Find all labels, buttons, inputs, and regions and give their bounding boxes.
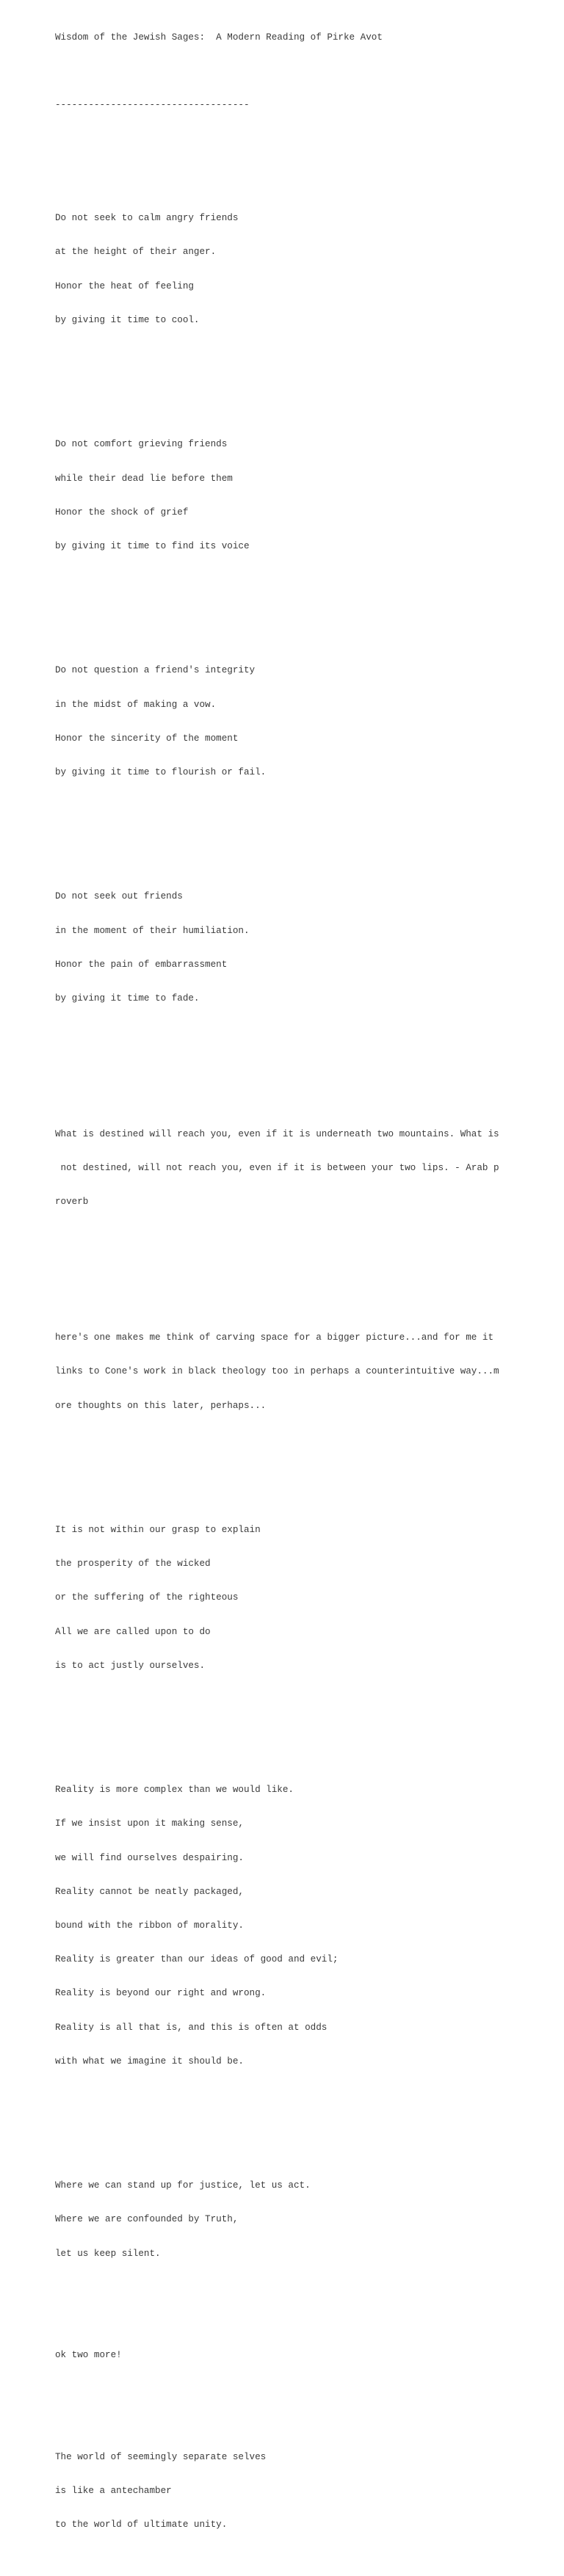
verse-line: Do not comfort grieving friends	[55, 439, 228, 450]
document-title: Wisdom of the Jewish Sages: A Modern Reading of Pirke Avot	[55, 32, 383, 43]
blank-line	[55, 1253, 503, 1276]
blank-line	[55, 2384, 503, 2395]
verse-line: to the world of ultimate unity.	[55, 2519, 228, 2530]
verse-line: If we insist upon it making sense,	[55, 1818, 244, 1829]
note-line: ok two more!	[55, 2350, 122, 2361]
verse-line: Do not seek out friends	[55, 891, 183, 902]
verse-line: while their dead lie before them	[55, 473, 233, 484]
prose-line: What is destined will reach you, even if it is underneath two mountains. What is	[55, 1128, 499, 1139]
verse-line: at the height of their anger.	[55, 247, 217, 258]
verse-line: Honor the shock of grief	[55, 507, 189, 518]
verse-line: by giving it time to fade.	[55, 993, 200, 1004]
verse-line: in the moment of their humiliation.	[55, 925, 250, 936]
verse-line: let us keep silent.	[55, 2248, 161, 2259]
stanza-unity	[55, 2429, 503, 2553]
stanza-act-justly	[55, 1502, 503, 1694]
blank-line	[55, 371, 503, 382]
verse-line: Reality is all that is, and this is often at odds	[55, 2022, 328, 2033]
verse-line: with what we imagine it should be.	[55, 2056, 244, 2067]
prose-line: links to Cone's work in black theology too in perhaps a counterintuitive way...m	[55, 1366, 499, 1377]
stanza-justice	[55, 2158, 503, 2282]
verse-line: Honor the pain of embarrassment	[55, 959, 228, 970]
verse-line: in the midst of making a vow.	[55, 699, 217, 710]
verse-line: by giving it time to find its voice	[55, 540, 250, 551]
arab-proverb	[55, 1106, 503, 1230]
verse-line: Reality cannot be neatly packaged,	[55, 1886, 244, 1897]
separator-line: -----------------------------------	[55, 100, 250, 111]
blank-line	[55, 1717, 503, 1728]
prose-line: here's one makes me think of carving space for a bigger picture...and for me it	[55, 1332, 494, 1343]
stanza-reality	[55, 1762, 503, 2090]
blank-line	[55, 134, 503, 156]
blank-line	[55, 1457, 503, 1468]
blank-line	[55, 2305, 503, 2316]
verse-line: All we are called upon to do	[55, 1626, 211, 1637]
verse-line: we will find ourselves despairing.	[55, 1852, 244, 1863]
verse-line: bound with the ribbon of morality.	[55, 1920, 244, 1931]
verse-line: is like a antechamber	[55, 2486, 172, 2497]
verse-line: Where we can stand up for justice, let us act.	[55, 2180, 311, 2191]
verse-line: Do not seek to calm angry friends	[55, 213, 239, 224]
stanza-grieving-friends	[55, 416, 503, 575]
verse-line: The world of seemingly separate selves	[55, 2451, 267, 2462]
prose-line: not destined, will not reach you, even if it is between your two lips. - Arab p	[55, 1163, 499, 1174]
prose-line: ore thoughts on this later, perhaps...	[55, 1400, 267, 1411]
verse-line: or the suffering of the righteous	[55, 1592, 239, 1603]
verse-line: the prosperity of the wicked	[55, 1559, 211, 1570]
verse-line: Honor the sincerity of the moment	[55, 733, 239, 744]
stanza-integrity	[55, 643, 503, 802]
blank-line	[55, 66, 503, 77]
verse-line: Reality is more complex than we would like.	[55, 1785, 294, 1796]
blank-line	[55, 1050, 503, 1073]
document-text	[55, 10, 503, 2576]
verse-line: is to act justly ourselves.	[55, 1660, 206, 1671]
verse-line: by giving it time to cool.	[55, 314, 200, 325]
blank-line	[55, 598, 503, 609]
stanza-angry-friends	[55, 190, 503, 349]
blank-line	[55, 824, 503, 835]
prose-line: roverb	[55, 1197, 89, 1208]
verse-line: It is not within our grasp to explain	[55, 1524, 261, 1535]
verse-line: Reality is greater than our ideas of good and evil;	[55, 1954, 339, 1965]
verse-line: Where we are confounded by Truth,	[55, 2214, 239, 2225]
verse-line: Do not question a friend's integrity	[55, 665, 256, 676]
verse-line: by giving it time to flourish or fail.	[55, 766, 267, 777]
blank-line	[55, 2113, 503, 2124]
verse-line: Honor the heat of feeling	[55, 280, 194, 291]
author-comment	[55, 1310, 503, 1434]
verse-line: Reality is beyond our right and wrong.	[55, 1988, 267, 1999]
stanza-humiliation	[55, 869, 503, 1028]
